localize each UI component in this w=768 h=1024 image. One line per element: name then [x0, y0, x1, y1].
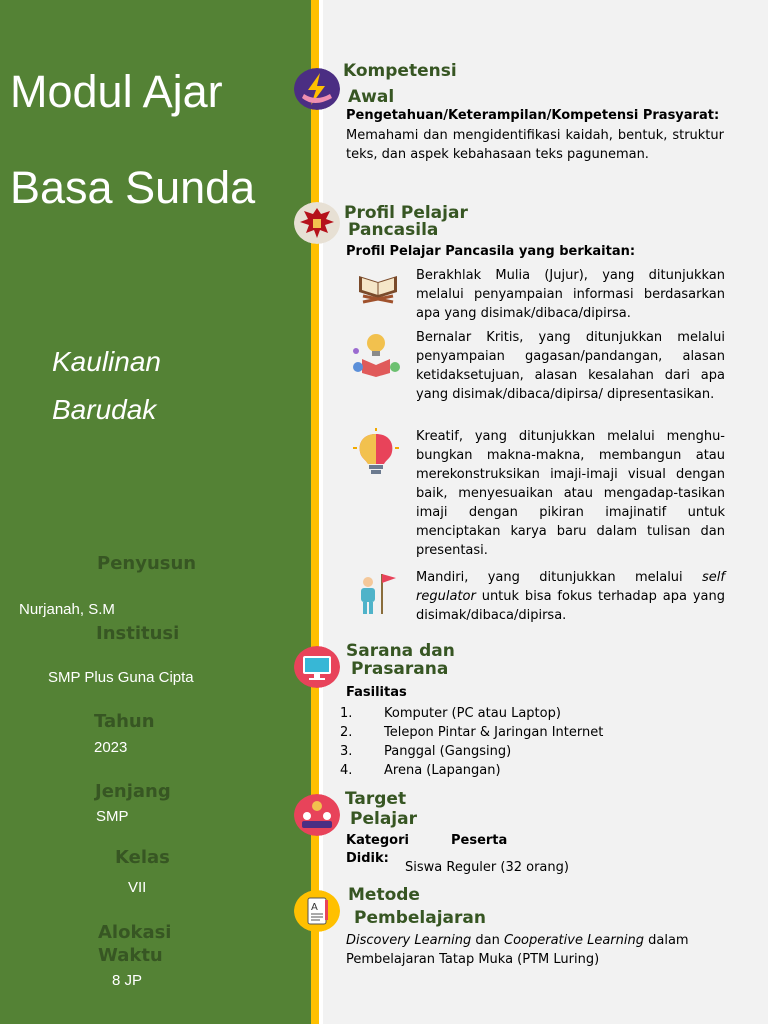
profil-subheading: Profil Pelajar Pancasila yang berkaitan:: [346, 244, 636, 259]
alokasi-value: 8 JP: [112, 972, 143, 989]
module-title-line1: Modul Ajar: [10, 66, 223, 117]
list-item: 3. Panggal (Gangsing): [340, 744, 512, 759]
profil-title-line1: Profil Pelajar: [344, 203, 468, 223]
kategori-label-b: Peserta: [451, 833, 508, 848]
profil-item-3-text: Kreatif, yang ditunjukkan melalui menghu-bungkan makna-makna, membangun atau merekonstruksikan imaji-imaji visual dengan baik, menyesuaikan atau mengadap-tasikan imaji dengan pikiran imajinatif untuk menciptakan karya baru dalam tulisan dan presentasi.: [416, 429, 725, 558]
kompetensi-title-line1: Kompetensi: [343, 61, 457, 81]
target-title-line2: Pelajar: [350, 809, 417, 829]
lightning-icon: [294, 68, 340, 110]
person-flag-icon: [354, 570, 400, 616]
timeline-rail: [311, 0, 319, 1024]
profil-item-2-text: Bernalar Kritis, yang ditunjukkan melalui penyampaian gagasan/pandangan, alasan ketidaksetujuan, alasan kesalahan dari apa yang disimak/dibaca/dipirsa/ dipresentasikan.: [416, 330, 725, 402]
list-item: 1. Komputer (PC atau Laptop): [340, 706, 561, 721]
audience-presentation-icon: [294, 794, 340, 836]
timeline-rail-highlight: [319, 0, 323, 1024]
tahun-label: Tahun: [94, 711, 155, 732]
metode-text: Discovery Learning dan Cooperative Learning dalam Pembelajaran Tatap Muka (PTM Luring): [346, 933, 689, 967]
kompetensi-text: Memahami dan mengidentifikasi kaidah, bentuk, struktur teks, dan aspek kebahasaan teks paguneman.: [346, 128, 724, 162]
penyusun-value: Nurjanah, S.M: [19, 601, 115, 618]
kategori-label-line2: Didik:: [346, 851, 389, 866]
quran-stand-icon: [355, 270, 401, 304]
brain-lightbulb-icon: [350, 428, 402, 476]
kompetensi-title-line2: Awal: [348, 87, 395, 107]
institusi-label: Institusi: [96, 623, 180, 644]
jenjang-label: Jenjang: [95, 781, 171, 802]
sarana-title-line2: Prasarana: [351, 659, 449, 679]
module-subtitle-line1: Kaulinan: [52, 346, 161, 377]
kelas-value: VII: [128, 879, 147, 896]
list-item: 4. Arena (Lapangan): [340, 763, 501, 778]
list-item: 2. Telepon Pintar & Jaringan Internet: [340, 725, 604, 740]
module-title-line2: Basa Sunda: [10, 162, 256, 213]
target-title-line1: Target: [345, 789, 407, 809]
metode-title-line2: Pembelajaran: [354, 908, 486, 928]
tahun-value: 2023: [94, 739, 128, 756]
document-notepad-icon: [294, 890, 340, 932]
svg-text:A: A: [311, 902, 318, 913]
critical-thinking-icon: [348, 329, 404, 377]
profil-item-1-text: Berakhlak Mulia (Jujur), yang ditunjukkan melalui penyampaian informasi berdasarkan apa yang disimak/dibaca/dipirsa.: [416, 268, 725, 321]
penyusun-label: Penyusun: [97, 553, 197, 574]
profil-title-line2: Pancasila: [348, 220, 439, 240]
fasilitas-list: [340, 704, 670, 780]
sarana-title-line1: Sarana dan: [346, 641, 455, 661]
kelas-label: Kelas: [115, 847, 170, 868]
kategori-label-a: Kategori: [346, 833, 409, 848]
institusi-value: SMP Plus Guna Cipta: [48, 669, 194, 686]
alokasi-label-line1: Alokasi: [98, 922, 172, 943]
computer-monitor-icon: [294, 646, 340, 688]
jenjang-value: SMP: [96, 808, 129, 825]
garuda-emblem-icon: [294, 202, 340, 244]
target-value: Siswa Reguler (32 orang): [405, 860, 569, 875]
metode-title-line1: Metode: [348, 885, 420, 905]
module-subtitle-line2: Barudak: [52, 394, 157, 425]
sarana-subheading: Fasilitas: [346, 685, 407, 700]
kompetensi-subheading: Pengetahuan/Keterampilan/Kompetensi Prasyarat:: [346, 108, 720, 123]
profil-item-4-text: Mandiri, yang ditunjukkan melalui self regulator untuk bisa fokus terhadap apa yang disimak/dibaca/dipirsa.: [416, 570, 725, 623]
alokasi-label-line2: Waktu: [98, 945, 163, 966]
left-sidebar: [0, 0, 311, 1024]
